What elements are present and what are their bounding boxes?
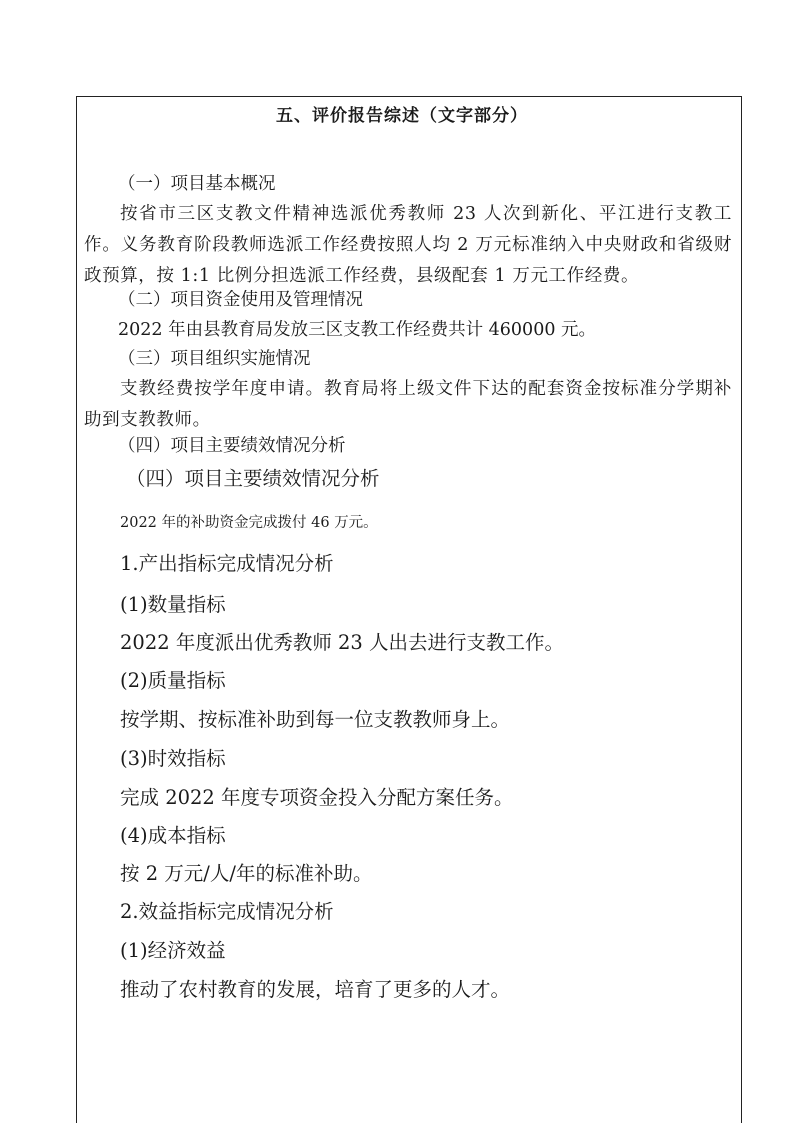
heading-performance-analysis-repeat: （四）项目主要绩效情况分析 [126, 467, 380, 490]
section-title: 五、评价报告综述（文字部分） [276, 106, 528, 126]
text-quantity-indicator: 2022 年度派出优秀教师 23 人出去进行支教工作。 [120, 631, 565, 654]
paragraph-project-overview: 按省市三区支教文件精神选派优秀教师 23 人次到新化、平江进行支教工作。义务教育阶段教师选派工作经费按照人均 2 万元标准纳入中央财政和省级财政预算，按 1:1 比例分担选派工作经费，县级配套 1 万元工作经费。 [84, 204, 732, 286]
heading-performance-analysis: （四）项目主要绩效情况分析 [118, 436, 346, 456]
paragraph-fund-management: 2022 年由县教育局发放三区支教工作经费共计 460000 元。 [118, 320, 597, 340]
text-economic-benefit: 推动了农村教育的发展，培育了更多的人才。 [120, 978, 511, 1001]
paragraph-implementation: 支教经费按学年度申请。教育局将上级文件下达的配套资金按标准分学期补助到支教教师。 [84, 379, 732, 430]
heading-output-indicators: 1.产出指标完成情况分析 [120, 552, 334, 575]
heading-timeliness-indicator: (3)时效指标 [120, 747, 226, 770]
heading-benefit-indicators: 2.效益指标完成情况分析 [120, 900, 334, 923]
text-quality-indicator: 按学期、按标准补助到每一位支教教师身上。 [120, 708, 511, 731]
text-timeliness-indicator: 完成 2022 年度专项资金投入分配方案任务。 [120, 786, 514, 809]
heading-economic-benefit: (1)经济效益 [120, 939, 226, 962]
heading-implementation: （三）项目组织实施情况 [118, 349, 311, 369]
heading-cost-indicator: (4)成本指标 [120, 824, 226, 847]
paragraph-funds-disbursed: 2022 年的补助资金完成拨付 46 万元。 [120, 515, 378, 531]
heading-quantity-indicator: (1)数量指标 [120, 593, 226, 616]
heading-quality-indicator: (2)质量指标 [120, 669, 226, 692]
text-cost-indicator: 按 2 万元/人/年的标准补助。 [120, 862, 373, 885]
heading-fund-management: （二）项目资金使用及管理情况 [118, 290, 363, 310]
heading-project-overview: （一）项目基本概况 [118, 174, 276, 194]
